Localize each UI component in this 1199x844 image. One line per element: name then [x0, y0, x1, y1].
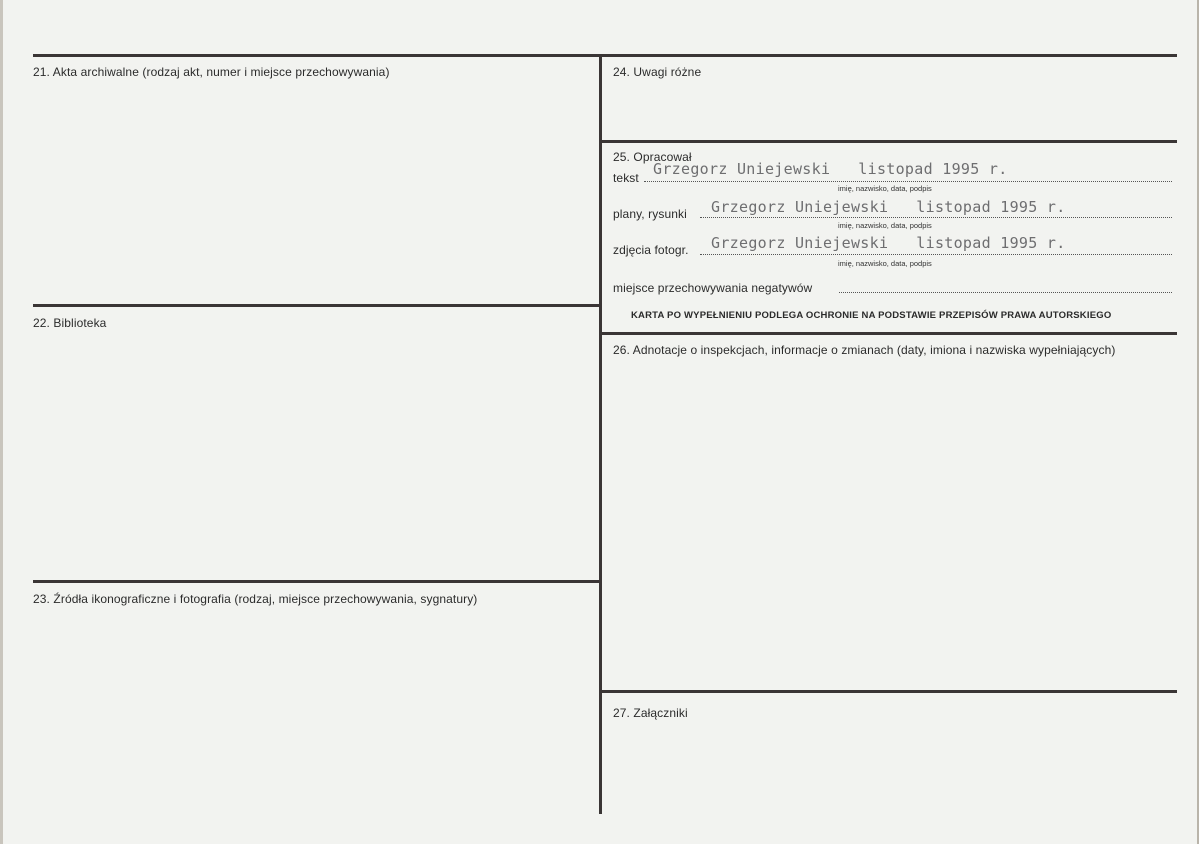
- rule-24-25: [600, 140, 1177, 143]
- rule-25-26: [600, 332, 1177, 335]
- negatives-line[interactable]: [839, 292, 1172, 293]
- rule-22-23: [33, 580, 600, 583]
- zdjecia-value[interactable]: Grzegorz Uniejewski listopad 1995 r.: [711, 234, 1066, 252]
- copyright-notice: KARTA PO WYPEŁNIENIU PODLEGA OCHRONIE NA PODSTAWIE PRZEPISÓW PRAWA AUTORSKIEGO: [631, 310, 1112, 321]
- top-rule: [33, 54, 1177, 57]
- tekst-hint: imię, nazwisko, data, podpis: [838, 184, 932, 193]
- rule-21-22: [33, 304, 600, 307]
- zdjecia-line: [700, 254, 1172, 255]
- plany-value[interactable]: Grzegorz Uniejewski listopad 1995 r.: [711, 198, 1066, 216]
- center-divider: [599, 54, 602, 814]
- section-27-heading: 27. Załączniki: [613, 706, 688, 720]
- plany-label: plany, rysunki: [613, 207, 687, 221]
- section-25-heading: 25. Opracował: [613, 150, 692, 164]
- section-21-heading: 21. Akta archiwalne (rodzaj akt, numer i miejsce przechowywania): [33, 65, 390, 79]
- zdjecia-hint: imię, nazwisko, data, podpis: [838, 259, 932, 268]
- zdjecia-label: zdjęcia fotogr.: [613, 243, 689, 257]
- plany-hint: imię, nazwisko, data, podpis: [838, 221, 932, 230]
- rule-26-27: [600, 690, 1177, 693]
- plany-line: [700, 217, 1172, 218]
- section-22-heading: 22. Biblioteka: [33, 316, 107, 330]
- tekst-label: tekst: [613, 171, 639, 185]
- tekst-value[interactable]: Grzegorz Uniejewski listopad 1995 r.: [653, 160, 1008, 178]
- negatives-label: miejsce przechowywania negatywów: [613, 281, 813, 295]
- tekst-line: [644, 181, 1172, 182]
- section-23-heading: 23. Źródła ikonograficzne i fotografia (rodzaj, miejsce przechowywania, sygnatury): [33, 592, 478, 606]
- section-24-heading: 24. Uwagi różne: [613, 65, 702, 79]
- section-26-heading: 26. Adnotacje o inspekcjach, informacje o zmianach (daty, imiona i nazwiska wypełniających): [613, 343, 1116, 357]
